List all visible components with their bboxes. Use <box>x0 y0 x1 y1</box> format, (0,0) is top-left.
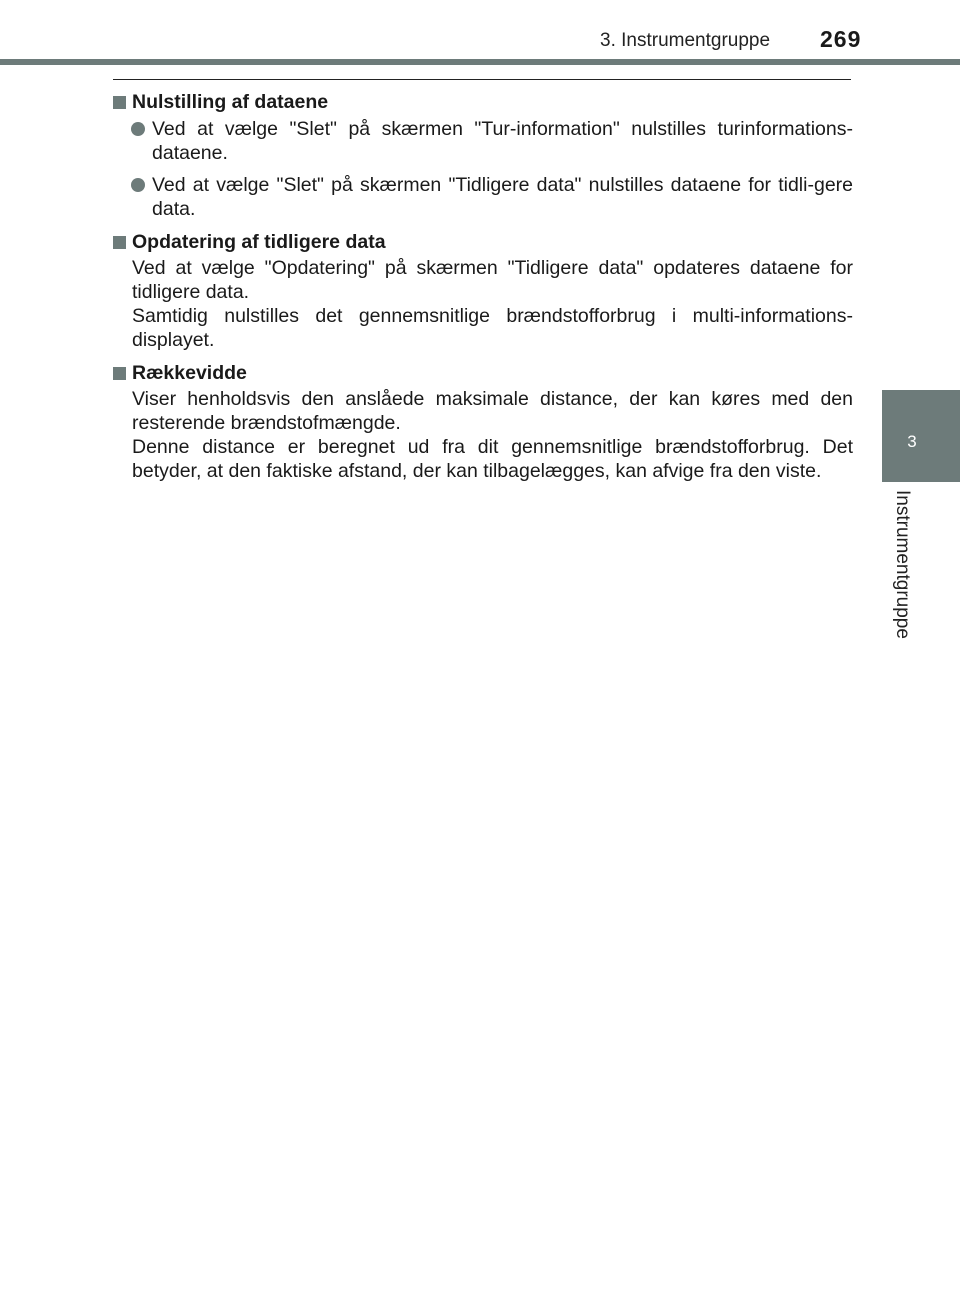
header-bar <box>0 59 960 65</box>
section-update-previous-data <box>113 230 853 352</box>
chapter-tab-label: Instrumentgruppe <box>892 490 913 639</box>
section-heading <box>113 90 853 114</box>
chapter-tab <box>882 390 960 482</box>
paragraph: Ved at vælge "Opdatering" på skærmen "Tidligere data" opdateres dataene for tidligere data. <box>132 257 853 303</box>
paragraph: Viser henholdsvis den anslåede maksimale distance, der kan køres med den resterende brændstofmængde. <box>132 388 853 434</box>
square-bullet-icon <box>113 236 126 249</box>
square-bullet-icon <box>113 367 126 380</box>
divider-line <box>113 79 851 80</box>
square-bullet-icon <box>113 96 126 109</box>
section-heading-text: Rækkevidde <box>132 362 247 384</box>
paragraph: Samtidig nulstilles det gennemsnitlige brændstofforbrug i multi-informations-displayet. <box>132 305 853 351</box>
section-heading <box>113 361 853 385</box>
list-item <box>113 173 853 221</box>
list-item-text: Ved at vælge "Slet" på skærmen "Tidligere data" nulstilles dataene for tidli-gere data. <box>152 174 853 220</box>
section-heading <box>113 230 853 254</box>
circle-bullet-icon <box>131 178 145 192</box>
circle-bullet-icon <box>131 122 145 136</box>
chapter-tab-number: 3 <box>907 432 917 451</box>
section-heading-text: Opdatering af tidligere data <box>132 231 386 253</box>
paragraph: Denne distance er beregnet ud fra dit gennemsnitlige brændstofforbrug. Det betyder, at den faktiske afstand, der kan tilbagelægges, kan afvige fra den viste. <box>132 436 853 482</box>
page-number: 269 <box>820 26 862 52</box>
section-reset-data <box>113 90 853 221</box>
section-heading-text: Nulstilling af dataene <box>132 91 329 113</box>
section-range <box>113 361 853 483</box>
list-item <box>113 117 853 165</box>
main-content <box>113 90 853 483</box>
list-item-text: Ved at vælge "Slet" på skærmen "Tur-information" nulstilles turinformations-dataene. <box>152 118 853 164</box>
chapter-title: 3. Instrumentgruppe <box>600 30 771 51</box>
